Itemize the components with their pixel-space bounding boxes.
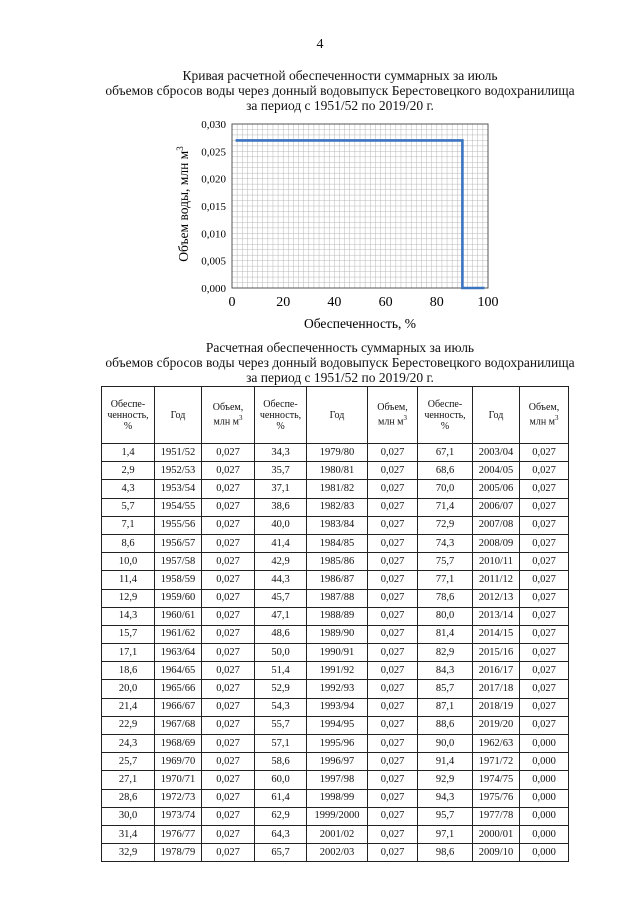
cell-probability: 50,0 bbox=[255, 644, 307, 662]
cell-year: 2018/19 bbox=[473, 698, 520, 716]
cell-year: 1958/59 bbox=[155, 571, 202, 589]
cell-probability: 35,7 bbox=[255, 462, 307, 480]
cell-year: 2006/07 bbox=[473, 498, 520, 516]
table-row bbox=[102, 753, 569, 771]
cell-volume: 0,027 bbox=[520, 662, 569, 680]
header-volume-text: млн м bbox=[378, 416, 404, 428]
cell-volume: 0,027 bbox=[202, 698, 255, 716]
header-volume-text: млн м bbox=[529, 416, 555, 428]
cell-year: 1972/73 bbox=[155, 789, 202, 807]
cell-year: 1998/99 bbox=[307, 789, 368, 807]
cell-probability: 77,1 bbox=[418, 571, 473, 589]
cell-year: 2010/11 bbox=[473, 553, 520, 571]
cell-volume: 0,000 bbox=[520, 771, 569, 789]
cell-volume: 0,027 bbox=[202, 444, 255, 462]
cell-year: 1968/69 bbox=[155, 735, 202, 753]
cell-volume: 0,027 bbox=[368, 680, 418, 698]
table-row bbox=[102, 771, 569, 789]
header-year: Год bbox=[307, 387, 368, 444]
cell-volume: 0,027 bbox=[520, 462, 569, 480]
cell-probability: 37,1 bbox=[255, 480, 307, 498]
cell-probability: 7,1 bbox=[102, 516, 155, 534]
cell-volume: 0,027 bbox=[368, 498, 418, 516]
cell-year: 2003/04 bbox=[473, 444, 520, 462]
cell-year: 1993/94 bbox=[307, 698, 368, 716]
cell-volume: 0,027 bbox=[520, 625, 569, 643]
cell-volume: 0,027 bbox=[520, 498, 569, 516]
cell-probability: 55,7 bbox=[255, 716, 307, 734]
cell-volume: 0,027 bbox=[202, 571, 255, 589]
cell-volume: 0,000 bbox=[520, 807, 569, 825]
y-tick-label: 0,000 bbox=[201, 283, 226, 295]
cell-year: 1991/92 bbox=[307, 662, 368, 680]
cell-volume: 0,027 bbox=[202, 825, 255, 843]
y-tick-label: 0,025 bbox=[201, 146, 226, 159]
cell-probability: 20,0 bbox=[102, 680, 155, 698]
cell-year: 1960/61 bbox=[155, 607, 202, 625]
chart-title-line: объемов сбросов воды через донный водовыпуск Берестовецкого водохранилища bbox=[105, 83, 575, 98]
cell-probability: 24,3 bbox=[102, 735, 155, 753]
cell-probability: 92,9 bbox=[418, 771, 473, 789]
cell-volume: 0,027 bbox=[202, 735, 255, 753]
cell-probability: 82,9 bbox=[418, 644, 473, 662]
header-year: Год bbox=[155, 387, 202, 444]
header-volume-text: Объем, bbox=[528, 402, 560, 414]
cell-volume: 0,027 bbox=[202, 553, 255, 571]
cell-probability: 2,9 bbox=[102, 462, 155, 480]
header-probability-text: ченность, bbox=[107, 409, 149, 421]
cell-probability: 5,7 bbox=[102, 498, 155, 516]
cell-probability: 57,1 bbox=[255, 735, 307, 753]
cell-probability: 95,7 bbox=[418, 807, 473, 825]
cell-year: 1997/98 bbox=[307, 771, 368, 789]
cell-probability: 90,0 bbox=[418, 735, 473, 753]
cell-probability: 17,1 bbox=[102, 644, 155, 662]
cell-volume: 0,027 bbox=[368, 462, 418, 480]
cell-probability: 21,4 bbox=[102, 698, 155, 716]
cell-year: 1977/78 bbox=[473, 807, 520, 825]
cell-volume: 0,027 bbox=[520, 516, 569, 534]
table-row bbox=[102, 716, 569, 734]
cell-year: 1982/83 bbox=[307, 498, 368, 516]
table-row bbox=[102, 498, 569, 516]
page-number: 4 bbox=[316, 37, 324, 52]
cell-year: 1979/80 bbox=[307, 444, 368, 462]
cell-probability: 44,3 bbox=[255, 571, 307, 589]
cell-probability: 25,7 bbox=[102, 753, 155, 771]
header-volume-text: Объем, bbox=[377, 402, 408, 414]
cell-year: 1969/70 bbox=[155, 753, 202, 771]
cell-year: 1954/55 bbox=[155, 498, 202, 516]
cell-year: 1963/64 bbox=[155, 644, 202, 662]
cell-probability: 18,6 bbox=[102, 662, 155, 680]
cell-volume: 0,027 bbox=[202, 498, 255, 516]
cell-year: 2008/09 bbox=[473, 534, 520, 552]
table-row bbox=[102, 662, 569, 680]
cell-volume: 0,027 bbox=[520, 680, 569, 698]
table-row bbox=[102, 444, 569, 462]
cell-volume: 0,027 bbox=[520, 571, 569, 589]
table-row bbox=[102, 480, 569, 498]
cell-year: 1952/53 bbox=[155, 462, 202, 480]
cell-probability: 10,0 bbox=[102, 553, 155, 571]
cell-year: 1983/84 bbox=[307, 516, 368, 534]
cell-probability: 87,1 bbox=[418, 698, 473, 716]
cell-year: 1986/87 bbox=[307, 571, 368, 589]
cell-year: 1994/95 bbox=[307, 716, 368, 734]
table-row bbox=[102, 516, 569, 534]
table-row bbox=[102, 534, 569, 552]
cell-volume: 0,027 bbox=[202, 680, 255, 698]
cell-volume: 0,027 bbox=[202, 753, 255, 771]
cell-volume: 0,027 bbox=[202, 644, 255, 662]
cell-year: 1966/67 bbox=[155, 698, 202, 716]
cell-year: 1992/93 bbox=[307, 680, 368, 698]
cell-probability: 70,0 bbox=[418, 480, 473, 498]
header-probability-text: Обеспе- bbox=[263, 398, 298, 410]
cell-volume: 0,027 bbox=[202, 625, 255, 643]
header-probability-text: % bbox=[440, 420, 450, 432]
cell-volume: 0,027 bbox=[368, 825, 418, 843]
cell-probability: 47,1 bbox=[255, 607, 307, 625]
cell-volume: 0,027 bbox=[520, 716, 569, 734]
header-volume-sup: 3 bbox=[403, 414, 407, 423]
cell-year: 1980/81 bbox=[307, 462, 368, 480]
table-row bbox=[102, 698, 569, 716]
x-tick-label: 20 bbox=[276, 295, 291, 310]
cell-year: 1996/97 bbox=[307, 753, 368, 771]
cell-volume: 0,027 bbox=[520, 607, 569, 625]
cell-probability: 58,6 bbox=[255, 753, 307, 771]
chart-title bbox=[60, 68, 620, 113]
cell-probability: 32,9 bbox=[102, 844, 155, 862]
cell-probability: 94,3 bbox=[418, 789, 473, 807]
cell-volume: 0,027 bbox=[368, 444, 418, 462]
header-probability-text: ченность, bbox=[424, 409, 466, 421]
header-volume-sup: 3 bbox=[555, 414, 559, 423]
cell-year: 2007/08 bbox=[473, 516, 520, 534]
cell-year: 2001/02 bbox=[307, 825, 368, 843]
probability-chart bbox=[160, 112, 520, 332]
table-row bbox=[102, 735, 569, 753]
table-row bbox=[102, 644, 569, 662]
header-probability bbox=[255, 387, 307, 444]
header-volume-text: млн м bbox=[213, 416, 239, 428]
cell-probability: 78,6 bbox=[418, 589, 473, 607]
header-probability-text: % bbox=[123, 420, 133, 432]
cell-year: 2013/14 bbox=[473, 607, 520, 625]
cell-year: 2019/20 bbox=[473, 716, 520, 734]
header-probability-text: ченность, bbox=[259, 409, 302, 421]
cell-year: 1953/54 bbox=[155, 480, 202, 498]
cell-volume: 0,027 bbox=[368, 771, 418, 789]
cell-year: 1988/89 bbox=[307, 607, 368, 625]
cell-probability: 45,7 bbox=[255, 589, 307, 607]
header-volume bbox=[520, 387, 569, 444]
cell-year: 1984/85 bbox=[307, 534, 368, 552]
cell-volume: 0,027 bbox=[520, 698, 569, 716]
cell-probability: 84,3 bbox=[418, 662, 473, 680]
cell-year: 1985/86 bbox=[307, 553, 368, 571]
cell-volume: 0,027 bbox=[520, 480, 569, 498]
header-probability-text: % bbox=[276, 420, 285, 432]
cell-year: 2005/06 bbox=[473, 480, 520, 498]
cell-volume: 0,027 bbox=[368, 662, 418, 680]
cell-probability: 12,9 bbox=[102, 589, 155, 607]
probability-table bbox=[101, 386, 569, 862]
cell-year: 1951/52 bbox=[155, 444, 202, 462]
cell-volume: 0,027 bbox=[520, 589, 569, 607]
cell-volume: 0,027 bbox=[202, 844, 255, 862]
cell-year: 1987/88 bbox=[307, 589, 368, 607]
cell-year: 2000/01 bbox=[473, 825, 520, 843]
cell-probability: 67,1 bbox=[418, 444, 473, 462]
header-volume bbox=[202, 387, 255, 444]
cell-volume: 0,027 bbox=[368, 480, 418, 498]
cell-probability: 72,9 bbox=[418, 516, 473, 534]
cell-year: 1955/56 bbox=[155, 516, 202, 534]
cell-probability: 65,7 bbox=[255, 844, 307, 862]
cell-volume: 0,000 bbox=[520, 844, 569, 862]
chart-title-line: Кривая расчетной обеспеченности суммарных за июль bbox=[182, 68, 498, 83]
x-tick-label: 100 bbox=[477, 295, 499, 310]
cell-probability: 31,4 bbox=[102, 825, 155, 843]
cell-volume: 0,027 bbox=[368, 589, 418, 607]
cell-probability: 98,6 bbox=[418, 844, 473, 862]
cell-volume: 0,000 bbox=[520, 825, 569, 843]
y-axis-label: Объем воды, млн $м^3$ bbox=[175, 146, 191, 262]
cell-year: 1956/57 bbox=[155, 534, 202, 552]
cell-probability: 68,6 bbox=[418, 462, 473, 480]
table-row bbox=[102, 571, 569, 589]
cell-volume: 0,027 bbox=[520, 534, 569, 552]
table-title bbox=[60, 340, 620, 385]
cell-year: 1989/90 bbox=[307, 625, 368, 643]
cell-probability: 51,4 bbox=[255, 662, 307, 680]
cell-year: 1957/58 bbox=[155, 553, 202, 571]
cell-year: 1962/63 bbox=[473, 735, 520, 753]
cell-volume: 0,027 bbox=[368, 607, 418, 625]
cell-probability: 62,9 bbox=[255, 807, 307, 825]
cell-year: 1973/74 bbox=[155, 807, 202, 825]
cell-probability: 91,4 bbox=[418, 753, 473, 771]
cell-volume: 0,027 bbox=[202, 789, 255, 807]
cell-year: 1971/72 bbox=[473, 753, 520, 771]
cell-volume: 0,027 bbox=[202, 480, 255, 498]
table-row bbox=[102, 589, 569, 607]
cell-year: 2014/15 bbox=[473, 625, 520, 643]
cell-volume: 0,027 bbox=[202, 534, 255, 552]
cell-year: 2015/16 bbox=[473, 644, 520, 662]
cell-year: 2012/13 bbox=[473, 589, 520, 607]
y-tick-label: 0,005 bbox=[201, 255, 226, 268]
cell-volume: 0,027 bbox=[368, 753, 418, 771]
cell-year: 2009/10 bbox=[473, 844, 520, 862]
cell-probability: 34,3 bbox=[255, 444, 307, 462]
cell-probability: 42,9 bbox=[255, 553, 307, 571]
header-volume-text: Объем, bbox=[212, 402, 244, 414]
cell-year: 1974/75 bbox=[473, 771, 520, 789]
cell-year: 2017/18 bbox=[473, 680, 520, 698]
cell-volume: 0,027 bbox=[368, 716, 418, 734]
cell-volume: 0,027 bbox=[368, 698, 418, 716]
cell-year: 1961/62 bbox=[155, 625, 202, 643]
table-title-line: за период с 1951/52 по 2019/20 г. bbox=[246, 370, 434, 385]
cell-year: 1981/82 bbox=[307, 480, 368, 498]
cell-year: 1999/2000 bbox=[307, 807, 368, 825]
header-probability-text: Обеспе- bbox=[427, 398, 463, 410]
cell-volume: 0,027 bbox=[202, 589, 255, 607]
cell-probability: 88,6 bbox=[418, 716, 473, 734]
cell-probability: 52,9 bbox=[255, 680, 307, 698]
cell-volume: 0,027 bbox=[202, 516, 255, 534]
cell-volume: 0,027 bbox=[368, 844, 418, 862]
cell-volume: 0,027 bbox=[368, 789, 418, 807]
cell-volume: 0,027 bbox=[368, 807, 418, 825]
header-volume bbox=[368, 387, 418, 444]
cell-volume: 0,027 bbox=[368, 644, 418, 662]
cell-volume: 0,000 bbox=[520, 735, 569, 753]
cell-probability: 71,4 bbox=[418, 498, 473, 516]
table-title-line: Расчетная обеспеченность суммарных за июль bbox=[205, 340, 475, 355]
y-tick-label: 0,010 bbox=[201, 228, 226, 241]
cell-volume: 0,027 bbox=[520, 644, 569, 662]
y-tick-label: 0,030 bbox=[201, 119, 226, 131]
x-tick-label: 80 bbox=[429, 295, 444, 310]
cell-year: 1990/91 bbox=[307, 644, 368, 662]
cell-volume: 0,000 bbox=[520, 789, 569, 807]
cell-probability: 1,4 bbox=[102, 444, 155, 462]
cell-probability: 61,4 bbox=[255, 789, 307, 807]
chart-title-line: за период с 1951/52 по 2019/20 г. bbox=[246, 98, 434, 113]
cell-probability: 15,7 bbox=[102, 625, 155, 643]
cell-volume: 0,027 bbox=[520, 553, 569, 571]
cell-probability: 85,7 bbox=[418, 680, 473, 698]
x-tick-label: 0 bbox=[228, 295, 236, 310]
cell-year: 1967/68 bbox=[155, 716, 202, 734]
cell-volume: 0,027 bbox=[202, 462, 255, 480]
cell-volume: 0,027 bbox=[202, 716, 255, 734]
cell-year: 1978/79 bbox=[155, 844, 202, 862]
table-row bbox=[102, 462, 569, 480]
cell-year: 1970/71 bbox=[155, 771, 202, 789]
cell-probability: 8,6 bbox=[102, 534, 155, 552]
cell-year: 1965/66 bbox=[155, 680, 202, 698]
cell-volume: 0,027 bbox=[368, 553, 418, 571]
cell-probability: 60,0 bbox=[255, 771, 307, 789]
cell-year: 1995/96 bbox=[307, 735, 368, 753]
x-axis-label: Обеспеченность, % bbox=[303, 316, 417, 331]
x-tick-label: 40 bbox=[327, 295, 342, 310]
cell-year: 2016/17 bbox=[473, 662, 520, 680]
header-year: Год bbox=[473, 387, 520, 444]
header-volume-sup: 3 bbox=[239, 414, 243, 423]
cell-volume: 0,027 bbox=[202, 662, 255, 680]
cell-probability: 41,4 bbox=[255, 534, 307, 552]
header-probability-text: Обеспе- bbox=[110, 398, 146, 410]
x-tick-label: 60 bbox=[378, 295, 393, 310]
cell-probability: 64,3 bbox=[255, 825, 307, 843]
cell-probability: 27,1 bbox=[102, 771, 155, 789]
cell-probability: 14,3 bbox=[102, 607, 155, 625]
cell-probability: 28,6 bbox=[102, 789, 155, 807]
cell-volume: 0,027 bbox=[368, 735, 418, 753]
header-probability bbox=[102, 387, 155, 444]
cell-probability: 54,3 bbox=[255, 698, 307, 716]
cell-probability: 38,6 bbox=[255, 498, 307, 516]
cell-probability: 75,7 bbox=[418, 553, 473, 571]
cell-year: 1959/60 bbox=[155, 589, 202, 607]
cell-volume: 0,027 bbox=[368, 571, 418, 589]
table-row bbox=[102, 825, 569, 843]
cell-probability: 97,1 bbox=[418, 825, 473, 843]
header-probability bbox=[418, 387, 473, 444]
y-tick-label: 0,020 bbox=[201, 173, 226, 186]
cell-volume: 0,027 bbox=[520, 444, 569, 462]
cell-volume: 0,000 bbox=[520, 753, 569, 771]
y-axis-label-sup: 3 bbox=[175, 146, 185, 151]
cell-volume: 0,027 bbox=[202, 771, 255, 789]
table-row bbox=[102, 844, 569, 862]
table-row bbox=[102, 807, 569, 825]
table-row bbox=[102, 789, 569, 807]
cell-probability: 81,4 bbox=[418, 625, 473, 643]
cell-probability: 4,3 bbox=[102, 480, 155, 498]
table-row bbox=[102, 553, 569, 571]
table-row bbox=[102, 607, 569, 625]
cell-year: 2011/12 bbox=[473, 571, 520, 589]
cell-volume: 0,027 bbox=[202, 807, 255, 825]
table-title-line: объемов сбросов воды через донный водовыпуск Берестовецкого водохранилища bbox=[105, 355, 575, 370]
cell-probability: 30,0 bbox=[102, 807, 155, 825]
cell-probability: 22,9 bbox=[102, 716, 155, 734]
table-row bbox=[102, 625, 569, 643]
cell-year: 2002/03 bbox=[307, 844, 368, 862]
cell-probability: 40,0 bbox=[255, 516, 307, 534]
cell-volume: 0,027 bbox=[368, 516, 418, 534]
cell-year: 1976/77 bbox=[155, 825, 202, 843]
cell-year: 1964/65 bbox=[155, 662, 202, 680]
y-tick-label: 0,015 bbox=[201, 201, 226, 213]
cell-probability: 80,0 bbox=[418, 607, 473, 625]
cell-volume: 0,027 bbox=[368, 625, 418, 643]
cell-year: 2004/05 bbox=[473, 462, 520, 480]
cell-volume: 0,027 bbox=[202, 607, 255, 625]
cell-volume: 0,027 bbox=[368, 534, 418, 552]
cell-probability: 74,3 bbox=[418, 534, 473, 552]
cell-year: 1975/76 bbox=[473, 789, 520, 807]
table-row bbox=[102, 680, 569, 698]
table-header-row bbox=[102, 387, 569, 444]
cell-probability: 11,4 bbox=[102, 571, 155, 589]
cell-probability: 48,6 bbox=[255, 625, 307, 643]
